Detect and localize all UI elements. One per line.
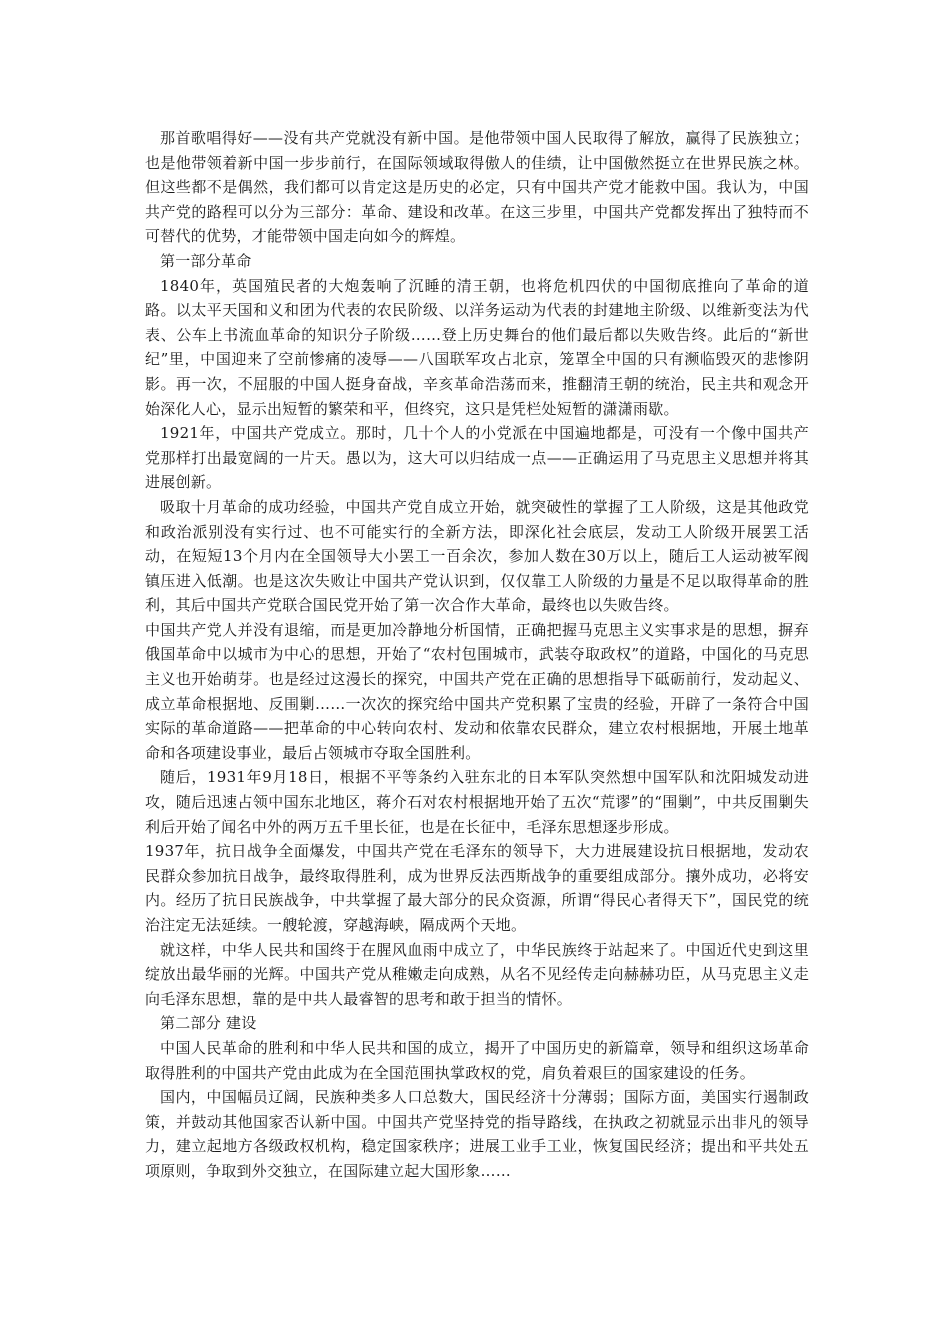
paragraph-1931: 随后，1931年9月18日，根据不平等条约入驻东北的日本军队突然想中国军队和沈阳城发动进攻，随后迅速占领中国东北地区，蒋介石对农村根据地开始了五次“荒谬”的“围剿”，中共反围剿失利后开始了闻名中外的两万五千里长征，也是在长征中，毛泽东思想逐步形成。: [145, 768, 809, 836]
paragraph-1937: 1937年，抗日战争全面爆发，中国共产党在毛泽东的领导下，大力进展建设抗日根据地，发动农民群众参加抗日战争，最终取得胜利，成为世界反法西斯战争的重要组成部分。攘外成功，必将安内。经历了抗日民族战争，中共掌握了最大部分的民众资源，所谓“得民心者得天下”，国民党的统治注定无法延续。一艘轮渡，穿越海峡，隔成两个天地。: [145, 842, 809, 934]
paragraph-1921: 1921年，中国共产党成立。那时，几十个人的小党派在中国遍地都是，可没有一个像中国共产党那样打出最宽阔的一片天。愚以为，这大可以归结成一点——正确运用了马克思主义思想并将其进展创新。: [145, 424, 809, 492]
paragraph-domestic-international: 国内，中国幅员辽阔，民族种类多人口总数大，国民经济十分薄弱；国际方面，美国实行遏制政策，并鼓动其他国家否认新中国。中国共产党坚持党的指导路线，在执政之初就显示出非凡的领导力，建立起地方各级政权机构，稳定国家秩序；进展工业手工业，恢复国民经济；提出和平共处五项原则，争取到外交独立，在国际建立起大国形象……: [145, 1088, 809, 1180]
section-heading-revolution: 第一部分革命: [160, 251, 252, 270]
paragraph-new-chapter: 中国人民革命的胜利和中华人民共和国的成立，揭开了中国历史的新篇章，领导和组织这场革命取得胜利的中国共产党由此成为在全国范围执掌政权的党，肩负着艰巨的国家建设的任务。: [145, 1038, 809, 1082]
paragraph-rural-encirclement: 中国共产党人并没有退缩，而是更加冷静地分析国情，正确把握马克思主义实事求是的思想，摒弃俄国革命中以城市为中心的思想，开始了“农村包围城市，武装夺取政权”的道路，中国化的马克思主义也开始萌芽。也是经过这漫长的探究，中国共产党在正确的思想指导下砥砺前行，发动起义、成立革命根据地、反围剿……一次次的探究给中国共产党积累了宝贵的经验，开辟了一条符合中国实际的革命道路——把革命的中心转向农村、发动和依靠农民群众，建立农村根据地，开展土地革命和各项建设事业，最后占领城市夺取全国胜利。: [145, 620, 809, 762]
section-heading-construction: 第二部分 建设: [160, 1014, 257, 1033]
paragraph-prc-founded: 就这样，中华人民共和国终于在腥风血雨中成立了，中华民族终于站起来了。中国近代史到这里绽放出最华丽的光辉。中国共产党从稚嫩走向成熟，从名不见经传走向赫赫功臣，从马克思主义走向毛泽东思想，靠的是中共人最睿智的思考和敢于担当的情怀。: [145, 940, 809, 1008]
paragraph-october-revolution: 吸取十月革命的成功经验，中国共产党自成立开始，就突破性的掌握了工人阶级，这是其他政党和政治派别没有实行过、也不可能实行的全新方法，即深化社会底层，发动工人阶级开展罢工活动，在短短13个月内在全国领导大小罢工一百余次，参加人数在30万以上，随后工人运动被军阀镇压进入低潮。也是这次失败让中国共产党认识到，仅仅靠工人阶级的力量是不足以取得革命的胜利，其后中国共产党联合国民党开始了第一次合作大革命，最终也以失败告终。: [145, 497, 809, 615]
paragraph-1840: 1840年，英国殖民者的大炮轰响了沉睡的清王朝，也将危机四伏的中国彻底推向了革命的道路。以太平天国和义和团为代表的农民阶级、以洋务运动为代表的封建地主阶级、以维新变法为代表、公车上书流血革命的知识分子阶级……登上历史舞台的他们最后都以失败告终。此后的“新世纪”里，中国迎来了空前惨痛的凌辱——八国联军攻占北京，笼罩全中国的只有濒临毁灭的悲惨阴影。再一次，不屈服的中国人挺身奋战，辛亥革命浩荡而来，推翻清王朝的统治，民主共和观念开始深化人心，显示出短暂的繁荣和平，但终究，这只是凭栏处短暂的潇潇雨歇。: [145, 276, 809, 418]
intro-paragraph: 那首歌唱得好——没有共产党就没有新中国。是他带领中国人民取得了解放，赢得了民族独立；也是他带领着新中国一步步前行，在国际领域取得傲人的佳绩，让中国傲然挺立在世界民族之林。但这些都不是偶然，我们都可以肯定这是历史的必定，只有中国共产党才能救中国。我认为，中国共产党的路程可以分为三部分：革命、建设和改革。在这三步里，中国共产党都发挥出了独特而不可替代的优势，才能带领中国走向如今的辉煌。: [145, 129, 809, 246]
document-page: [145, 126, 809, 1184]
